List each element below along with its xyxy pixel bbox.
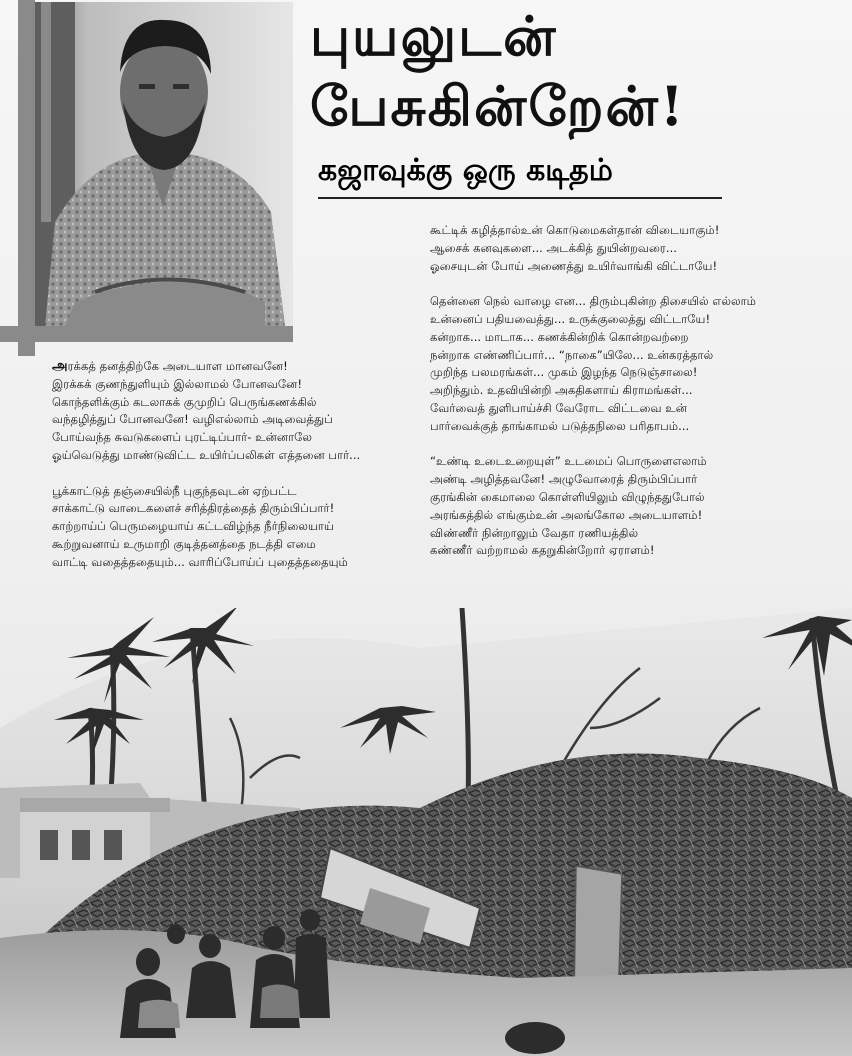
poem-stanza [52, 358, 404, 465]
subheadline: கஜாவுக்கு ஒரு கடிதம் [318, 153, 613, 188]
headline-line-1: புயலுடன் [310, 4, 558, 68]
poem-line: வேர்வைத் துளிபாய்ச்சி வேரோட விட்டவை உன் [430, 400, 688, 415]
poem-line: கண்ணீர் வற்றாமல் கதறுகின்றோர் ஏராளம்! [430, 543, 655, 558]
poem-line: அரக்கத் தனத்திற்கே அடையாள மானவனே! [52, 358, 288, 374]
poem-line: தென்னை நெல் வாழை என... திரும்புகின்ற திசையில் எல்லாம் [430, 294, 756, 309]
poem-stanza [430, 293, 830, 435]
poem-line: பூக்காட்டுத் தஞ்சையில்நீ புகுந்தவுடன் ஏற்பட்ட [52, 483, 297, 498]
poem-line: இரக்கக் குணந்துளியும் இல்லாமல் போனவனே! [52, 376, 303, 391]
poem-line: வந்தழித்துப் போனவனே! வழிஎல்லாம் அடிவைத்துப் [52, 412, 333, 427]
poem-line: கொந்தளிக்கும் கடலாகக் குமுறிப் பெருங்கணக்கில் [52, 394, 317, 409]
poem-line: “உண்டி உடைஉறையுள்” உடமைப் பொருளைஎலாம் [430, 454, 707, 469]
poem-line: அறிந்தும். உதவியின்றி அகதிகளாய் கிராமங்கள்... [430, 383, 693, 398]
poem-line: கூற்றுவனாய் உருமாறி குடித்தனத்தை நடத்தி எமை [52, 536, 316, 551]
poem-line: அரங்கத்தில் எங்கும்உன் அலங்கோல அடையாளம்! [430, 507, 703, 522]
poem-line: ஓய்வெடுத்து மாண்டுவிட்ட உயிர்ப்பலிகள் எத்தனை பார்... [52, 447, 361, 462]
poem-stanza [430, 222, 830, 275]
poem-column-right [430, 222, 830, 578]
poem-line: ஆசைக் கனவுகளை... அடக்கித் துயின்றவரை... [430, 240, 677, 255]
poem-line: கன்றாக... மாடாக... கணக்கின்றிக் கொன்றவற்றை [430, 329, 689, 344]
poem-line: ஓசையுடன் போய் அணைத்து உயிர்வாங்கி விட்டாயே! [430, 258, 718, 273]
poem-stanza [430, 453, 830, 560]
poem-line: கூட்டிக் கழித்தால்உன் கொடுமைகள்தான் விடையாகும்! [430, 223, 720, 237]
poem-stanza [52, 483, 404, 572]
author-portrait [35, 2, 293, 326]
decorative-horizontal-bar [0, 326, 293, 342]
cyclone-damage-photo [0, 608, 852, 1056]
poem-line: முறிந்த பலமரங்கள்... முகம் இழந்த நெடுஞ்சாலை! [430, 365, 698, 380]
poem-line: உன்னைப் பதியவைத்து... உருக்குலைத்து விட்டாயே! [430, 311, 711, 326]
poem-line: பார்வைக்குத் தாங்காமல் படுத்தநிலை பரிதாபம்... [430, 418, 690, 433]
poem-line: குரங்கின் கைமாலை கொள்ளியிலும் விழுந்ததுபோல் [430, 489, 705, 504]
drop-cap: அ [52, 358, 68, 374]
headline-line-2: பேசுகின்றேன்! [310, 74, 686, 138]
poem-line: அண்டி அழித்தவனே! அழுவோரைத் திரும்பிப்பார் [430, 472, 698, 487]
poem-column-left [52, 358, 404, 589]
poem-line: விண்ணீர் நின்றாலும் வேதா ரணியத்தில் [430, 525, 639, 540]
subheadline-underline [318, 197, 722, 199]
poem-line: நன்றாக எண்ணிப்பார்... “நாகை”யிலே... உன்கரத்தால் [430, 347, 714, 362]
poem-line: சாக்காட்டு வாடைகளைச் சரித்திரத்தைத் திரும்பிப்பார்! [52, 501, 335, 516]
poem-line: போய்வந்த சுவடுகளைப் புரட்டிப்பார்- உன்னாலே [52, 430, 313, 445]
decorative-vertical-bar [18, 0, 35, 356]
poem-line: காற்றாய்ப் பெருமழையாய் கட்டவிழ்ந்த நீர்நிலையாய் [52, 519, 334, 534]
poem-line: வாட்டி வதைத்ததையும்... வாரிப்போய்ப் புதைத்ததையும் [52, 554, 348, 569]
